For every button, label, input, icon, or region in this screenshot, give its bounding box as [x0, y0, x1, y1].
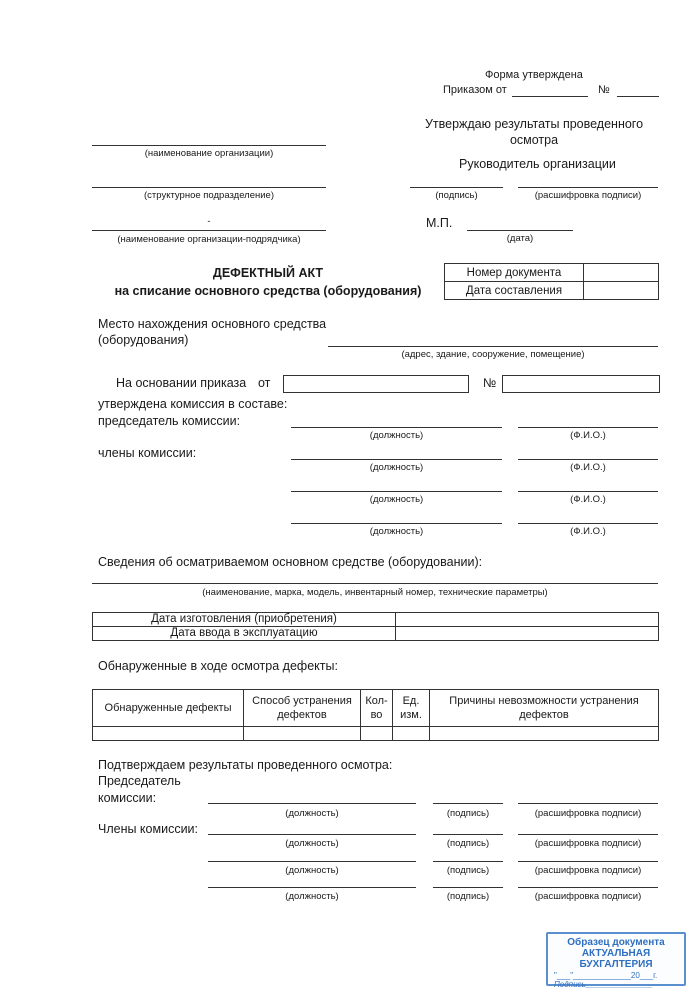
- confirm-member1-decoding-line[interactable]: [518, 834, 658, 835]
- confirm-member2-decoding-caption: (расшифровка подписи): [534, 865, 642, 876]
- confirm-member2-position-line[interactable]: [208, 861, 416, 862]
- doc-number-cell[interactable]: [584, 264, 659, 282]
- defects-col-defects: Обнаруженные дефекты: [93, 690, 244, 727]
- member1-position-line[interactable]: [291, 459, 502, 460]
- chairman-position-caption: (должность): [369, 430, 424, 441]
- order-number-sign: №: [598, 84, 610, 96]
- member3-fio-caption: (Ф.И.О.): [570, 526, 606, 537]
- defects-cell[interactable]: [244, 727, 361, 741]
- member3-position-line[interactable]: [291, 523, 502, 524]
- asset-dates-table: [92, 612, 659, 641]
- sample-stamp: [546, 932, 686, 989]
- confirm-member1-position-caption: (должность): [285, 838, 339, 849]
- member1-fio-caption: (Ф.И.О.): [570, 462, 606, 473]
- order-date-box[interactable]: [283, 375, 469, 393]
- confirm-chairman-decoding-line[interactable]: [518, 803, 658, 804]
- title-line-1: ДЕФЕКТНЫЙ АКТ: [212, 266, 324, 280]
- confirm-member2-signature-caption: (подпись): [446, 865, 490, 876]
- head-date-line[interactable]: [467, 230, 573, 231]
- defects-col-unit: Ед. изм.: [393, 690, 430, 727]
- chairman-fio-line[interactable]: [518, 427, 658, 428]
- confirm-member1-signature-caption: (подпись): [446, 838, 490, 849]
- title-line-2: на списание основного средства (оборудования): [114, 284, 422, 298]
- asset-line[interactable]: [92, 583, 658, 584]
- confirm-member3-signature-caption: (подпись): [446, 891, 490, 902]
- chairman-position-line[interactable]: [291, 427, 502, 428]
- head-of-org: Руководитель организации: [459, 157, 616, 171]
- confirm-members-label: Члены комиссии:: [98, 822, 199, 836]
- member2-position-caption: (должность): [369, 494, 424, 505]
- head-decoding-line[interactable]: [518, 187, 658, 188]
- form-approved: Форма утверждена: [485, 69, 583, 81]
- order-from-text: от: [258, 376, 271, 390]
- division-line[interactable]: [92, 187, 326, 188]
- confirm-member3-position-caption: (должность): [285, 891, 339, 902]
- confirm-chairman-signature-line[interactable]: [433, 803, 503, 804]
- order-number-line[interactable]: [617, 96, 659, 97]
- defects-cell[interactable]: [430, 727, 659, 741]
- location-label: Место нахождения основного средства (оборудования): [98, 317, 327, 347]
- location-caption: (адрес, здание, сооружение, помещение): [401, 349, 585, 360]
- org-name-caption: (наименование организации): [144, 148, 274, 159]
- head-date-caption: (дата): [506, 233, 534, 244]
- stamp-line-1: Образец документа: [567, 937, 665, 948]
- division-caption: (структурное подразделение): [144, 190, 274, 201]
- confirm-member1-position-line[interactable]: [208, 834, 416, 835]
- contractor-line[interactable]: [92, 230, 326, 231]
- confirm-member3-position-line[interactable]: [208, 887, 416, 888]
- member1-fio-line[interactable]: [518, 459, 658, 460]
- commission-members-label: члены комиссии:: [98, 446, 197, 460]
- manufacture-date-label: Дата изготовления (приобретения): [93, 613, 396, 627]
- commission-date-cell[interactable]: [396, 627, 659, 641]
- order-date-line[interactable]: [512, 96, 588, 97]
- confirm-label: Подтверждаем результаты проведенного осмотра:: [98, 758, 393, 772]
- stamp-line-2: АКТУАЛЬНАЯ БУХГАЛТЕРИЯ: [579, 948, 653, 970]
- commission-approved: утверждена комиссия в составе:: [98, 397, 288, 411]
- defects-cell[interactable]: [393, 727, 430, 741]
- confirm-member1-signature-line[interactable]: [433, 834, 503, 835]
- order-number-text: №: [483, 376, 497, 390]
- contractor-dash: -: [207, 216, 211, 227]
- confirm-member3-decoding-line[interactable]: [518, 887, 658, 888]
- stamp-line-4: Подпись_______________: [554, 980, 653, 989]
- approve-results: Утверждаю результаты проведенного осмотра: [424, 117, 644, 147]
- confirm-chairman-position-caption: (должность): [285, 808, 339, 819]
- stamp-line-3: "___"_____________20___г.: [554, 971, 658, 980]
- doc-date-label: Дата составления: [445, 282, 584, 300]
- member2-fio-line[interactable]: [518, 491, 658, 492]
- chairman-fio-caption: (Ф.И.О.): [570, 430, 606, 441]
- member3-position-caption: (должность): [369, 526, 424, 537]
- confirm-member2-position-caption: (должность): [285, 865, 339, 876]
- member3-fio-line[interactable]: [518, 523, 658, 524]
- defects-cell[interactable]: [93, 727, 244, 741]
- defects-table: [92, 689, 659, 741]
- location-line[interactable]: [328, 346, 658, 347]
- member1-position-caption: (должность): [369, 462, 424, 473]
- confirm-member2-signature-line[interactable]: [433, 861, 503, 862]
- defects-cell[interactable]: [361, 727, 393, 741]
- asset-caption: (наименование, марка, модель, инвентарный номер, технические параметры): [202, 587, 548, 598]
- commission-chairman-label: председатель комиссии:: [98, 414, 241, 428]
- confirm-member1-decoding-caption: (расшифровка подписи): [534, 838, 642, 849]
- confirm-chairman-position-line[interactable]: [208, 803, 416, 804]
- doc-date-cell[interactable]: [584, 282, 659, 300]
- doc-number-label: Номер документа: [445, 264, 584, 282]
- order-basis-label: На основании приказа: [116, 376, 247, 390]
- confirm-member3-decoding-caption: (расшифровка подписи): [534, 891, 642, 902]
- confirm-member3-signature-line[interactable]: [433, 887, 503, 888]
- defects-col-reasons: Причины невозможности устранения дефектов: [430, 690, 659, 727]
- defects-label: Обнаруженные в ходе осмотра дефекты:: [98, 659, 338, 673]
- confirm-member2-decoding-line[interactable]: [518, 861, 658, 862]
- confirm-chairman-line1: Председатель: [98, 774, 181, 788]
- asset-label: Сведения об осматриваемом основном средстве (оборудовании):: [98, 555, 483, 569]
- head-signature-line[interactable]: [410, 187, 503, 188]
- defects-col-qty: Кол-во: [361, 690, 393, 727]
- manufacture-date-cell[interactable]: [396, 613, 659, 627]
- head-signature-caption: (подпись): [435, 190, 478, 201]
- org-name-line[interactable]: [92, 145, 326, 146]
- stamp-place: М.П.: [426, 216, 453, 230]
- confirm-chairman-decoding-caption: (расшифровка подписи): [534, 808, 642, 819]
- member2-fio-caption: (Ф.И.О.): [570, 494, 606, 505]
- confirm-chairman-signature-caption: (подпись): [446, 808, 490, 819]
- order-from-label: Приказом от: [443, 84, 507, 96]
- head-decoding-caption: (расшифровка подписи): [534, 190, 642, 201]
- commission-date-label: Дата ввода в эксплуатацию: [93, 627, 396, 641]
- defects-col-method: Способ устранения дефектов: [244, 690, 361, 727]
- order-number-box[interactable]: [502, 375, 660, 393]
- document-title: [92, 264, 444, 300]
- contractor-caption: (наименование организации-подрядчика): [117, 234, 301, 245]
- doc-info-table: [444, 263, 659, 300]
- confirm-chairman-line2: комиссии:: [98, 791, 157, 805]
- member2-position-line[interactable]: [291, 491, 502, 492]
